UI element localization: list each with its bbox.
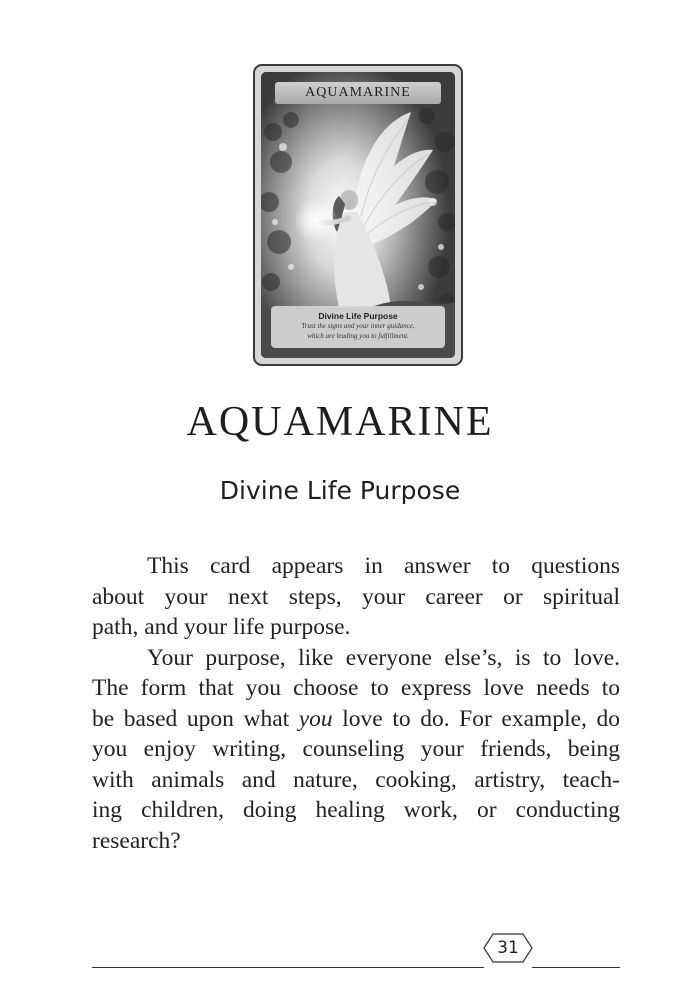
text-line: about your next steps, your career or spiritual <box>92 583 620 610</box>
card-image <box>253 64 463 366</box>
text-line: you enjoy writing, counseling your friends, being <box>92 736 620 762</box>
card-inner <box>261 72 455 358</box>
card-caption-line: Trust the signs and your inner guidance, <box>301 322 415 330</box>
card-title-band <box>275 82 441 104</box>
card-caption-title: Divine Life Purpose <box>318 311 398 321</box>
text-line: Your purpose, like everyone else’s, is to love. <box>147 644 620 671</box>
card-title: AQUAMARINE <box>305 85 411 100</box>
text-line: with animals and nature, cooking, artistry, teach- <box>92 766 620 793</box>
text-line: This card appears in answer to questions <box>147 553 620 579</box>
text-line: ing children, doing healing work, or conducting <box>92 797 620 823</box>
text-run: love to do. For example, do <box>332 705 620 732</box>
card-caption-line: which are leading you to fulfillment. <box>307 331 409 340</box>
text-run: be based upon what <box>92 705 299 732</box>
paragraph-1 <box>92 551 620 643</box>
page-number-text: 31 <box>497 938 519 958</box>
emphasis: you <box>298 705 333 732</box>
paragraph-2 <box>92 643 620 857</box>
footer-rule-right <box>532 967 620 968</box>
text-line: path, and your life purpose. <box>92 614 351 640</box>
text-line: research? <box>92 827 181 854</box>
card-caption <box>271 306 445 348</box>
page-title: AQUAMARINE <box>186 399 494 445</box>
text-line <box>92 704 620 735</box>
footer-rule-left <box>92 967 484 968</box>
body-text <box>92 551 620 856</box>
page-number <box>479 931 537 965</box>
page-subtitle: Divine Life Purpose <box>219 476 461 505</box>
text-line: The form that you choose to express love needs to <box>92 675 620 701</box>
